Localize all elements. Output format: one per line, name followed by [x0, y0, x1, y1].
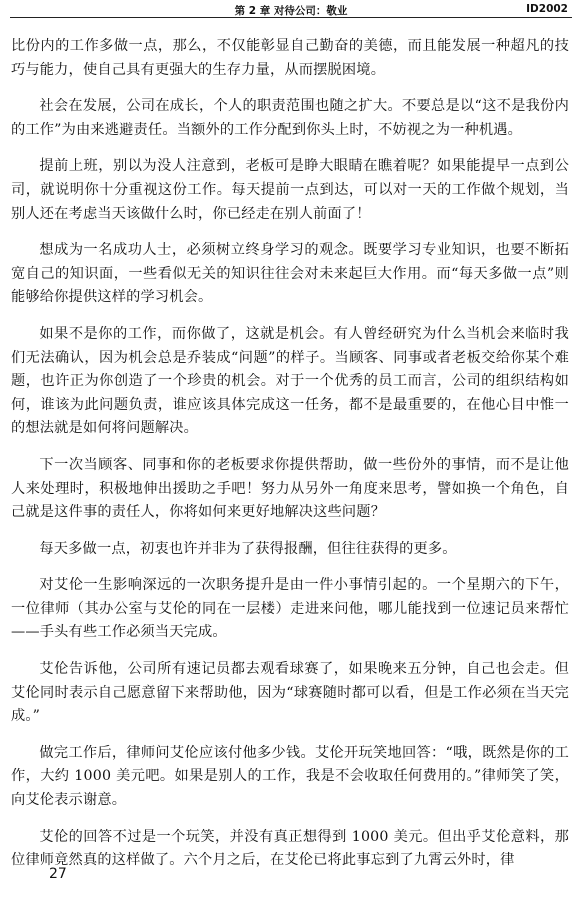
page-body	[11, 35, 569, 886]
paragraph: 每天多做一点，初衷也许并非为了获得报酬，但往往获得的更多。	[39, 540, 457, 557]
paragraph: 做完工作后，律师问艾伦应该付他多少钱。艾伦开玩笑地回答：“哦，既然是你的工作，大约 1000 美元吧。如果是别人的工作，我是不会收取任何费用的。”律师笑了笑，向艾伦表示谢意。	[11, 744, 569, 809]
page-number: 27	[49, 866, 67, 882]
paragraph: 艾伦的回答不过是一个玩笑，并没有真正想得到 1000 美元。但出乎艾伦意料，那位律师竟然真的这样做了。六个月之后，在艾伦已将此事忘到了九霄云外时，律	[11, 828, 569, 869]
page-header	[10, 0, 572, 18]
paragraph: 比份内的工作多做一点，那么，不仅能彰显自己勤奋的美德，而且能发展一种超凡的技巧与能力，使自己具有更强大的生存力量，从而摆脱困境。	[11, 38, 569, 78]
chapter-title: 第 2 章 对待公司：敬业	[234, 5, 348, 17]
paragraph: 下一次当顾客、同事和你的老板要求你提供帮助，做一些份外的事情，而不是让他人来处理时，积极地伸出援助之手吧！努力从另外一角度来思考，譬如换一个角色，自己就是这件事的责任人，你将如何来更好地解决这些问题？	[11, 456, 569, 521]
paragraph: 想成为一名成功人士，必须树立终身学习的观念。既要学习专业知识，也要不断拓宽自己的知识面，一些看似无关的知识往往会对未来起巨大作用。而“每天多做一点”则能够给你提供这样的学习机会。	[11, 242, 569, 306]
paragraph: 艾伦告诉他，公司所有速记员都去观看球赛了，如果晚来五分钟，自己也会走。但艾伦同时表示自己愿意留下来帮助他，因为“球赛随时都可以看，但是工作必须在当天完成。”	[11, 661, 569, 725]
paragraph: 对艾伦一生影响深远的一次职务提升是由一件小事情引起的。一个星期六的下午，一位律师（其办公室与艾伦的同在一层楼）走进来问他，哪儿能找到一位速记员来帮忙——手头有些工作必须当天完成。	[11, 577, 569, 641]
document-id: ID2002	[526, 3, 568, 15]
paragraph: 提前上班，别以为没人注意到，老板可是睁大眼睛在瞧着呢？如果能提早一点到公司，就说明你十分重视这份工作。每天提前一点到达，可以对一天的工作做个规划，当别人还在考虑当天该做什么时，你已经走在别人前面了！	[11, 158, 569, 222]
paragraph: 社会在发展，公司在成长，个人的职责范围也随之扩大。不要总是以“这不是我份内的工作”为由来逃避责任。当额外的工作分配到你头上时，不妨视之为一种机遇。	[11, 98, 569, 138]
paragraph: 如果不是你的工作，而你做了，这就是机会。有人曾经研究为什么当机会来临时我们无法确认，因为机会总是乔装成“问题”的样子。当顾客、同事或者老板交给你某个难题，也许正为你创造了一个珍贵的机会。对于一个优秀的员工而言，公司的组织结构如何，谁该为此问题负责，谁应该具体完成这一任务，都不是最重要的，在他心目中惟一的想法就是如何将问题解决。	[11, 325, 569, 437]
